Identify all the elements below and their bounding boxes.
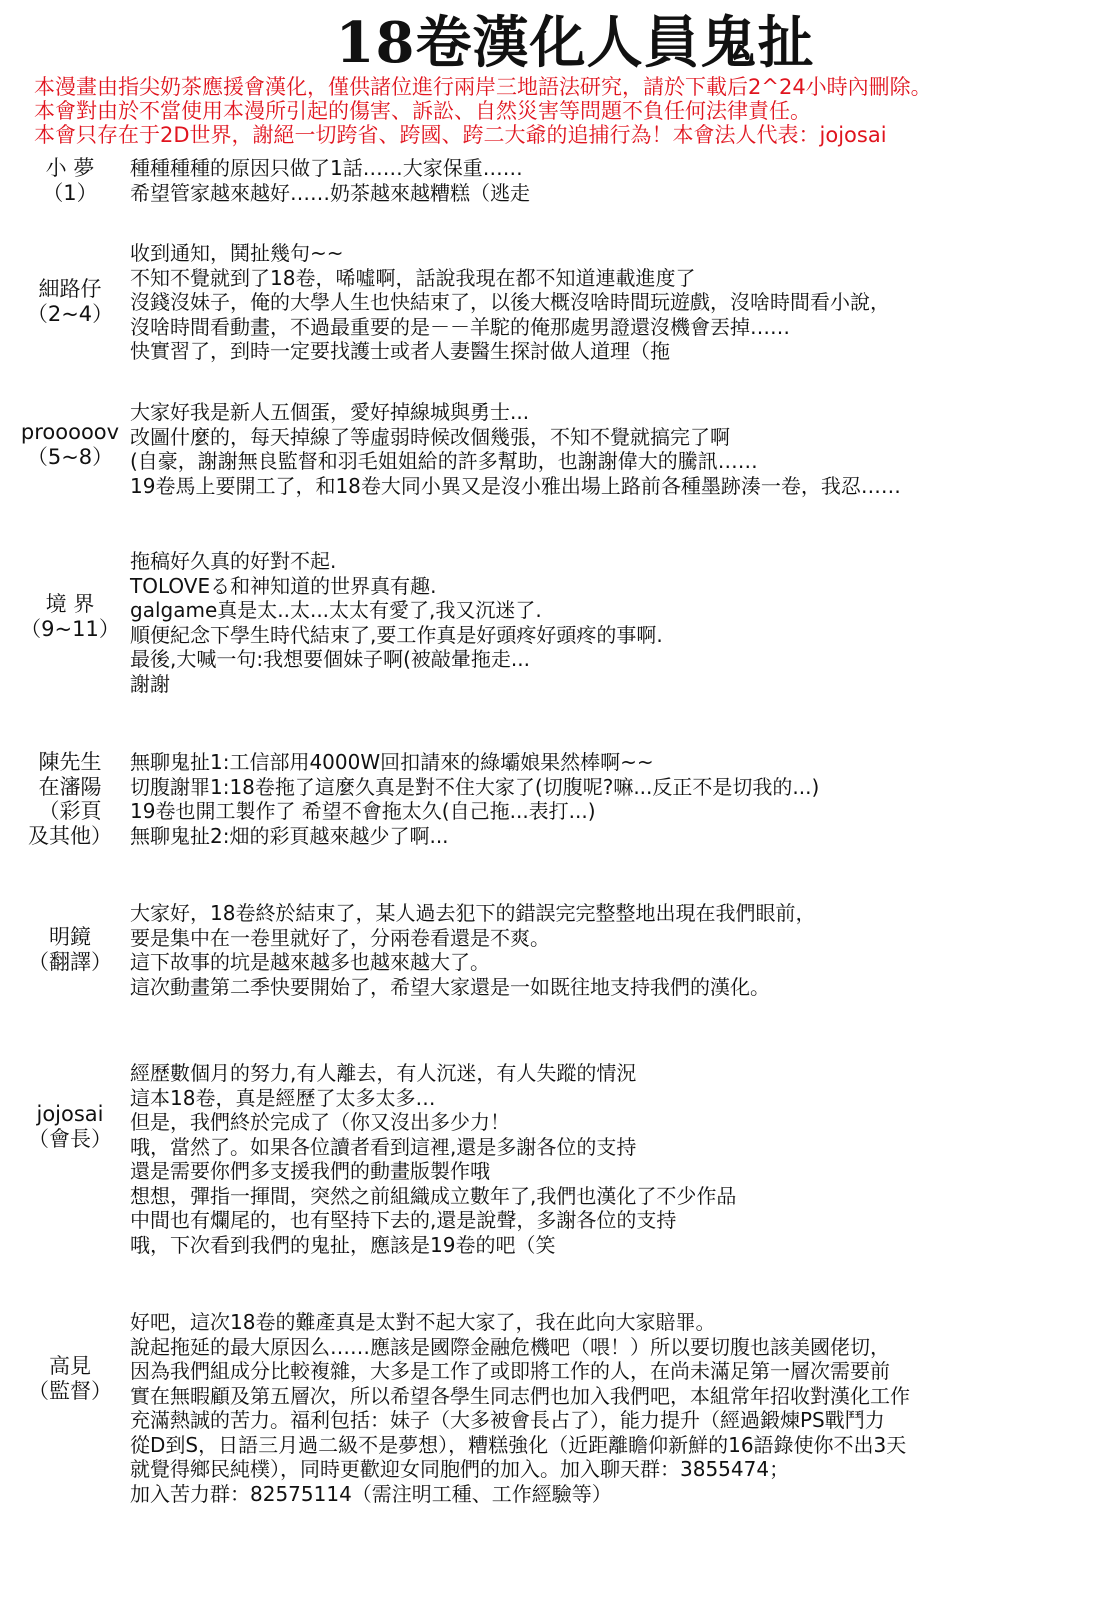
staff-comment	[130, 549, 663, 696]
comment-line: 這次動畫第二季快要開始了，希望大家還是一如既往地支持我們的漢化。	[130, 974, 770, 999]
staff-name-line: （9~11）	[20, 616, 120, 641]
staff-comment	[130, 241, 890, 364]
comment-line: 沒錢沒妹子，俺的大學人生也快結束了，以後大概沒啥時間玩遊戲，沒啥時間看小說，	[130, 290, 890, 314]
staff-name-line: （2~4）	[26, 301, 114, 326]
disclaimer-notice	[34, 75, 932, 147]
staff-name	[18, 420, 122, 469]
comment-line: 因為我們組成分比較複雜，大多是工作了或即將工作的人，在尚未滿足第一層次需要前	[130, 1359, 890, 1383]
comment-line: 改圖什麼的，每天掉線了等虛弱時候改個幾張，不知不覺就搞完了啊	[130, 424, 730, 449]
comment-line: 中間也有爛尾的，也有堅持下去的,還是說聲，多謝各位的支持	[130, 1208, 677, 1232]
staff-comment	[130, 1061, 736, 1257]
staff-name-line: （1）	[42, 180, 98, 205]
staff-name	[18, 277, 122, 326]
comment-line: (自豪，謝謝無良監督和羽毛姐姐給的許多幫助，也謝謝偉大的騰訊……	[130, 449, 758, 473]
staff-comment	[130, 400, 901, 498]
comment-line: 無聊鬼扯2:畑的彩頁越來越少了啊...	[130, 823, 449, 848]
notice-line: 本漫畫由指尖奶茶應援會漢化，僅供諸位進行兩岸三地語法研究，請於下載后2^24小時內刪除。	[34, 75, 932, 99]
comment-line: 這本18卷，真是經歷了太多太多…	[130, 1085, 436, 1110]
staff-name-line: （彩頁	[38, 799, 102, 823]
comment-line: 希望管家越來越好……奶茶越來越糟糕（逃走	[130, 180, 530, 205]
staff-comment	[130, 750, 819, 848]
comment-line: 順便紀念下學生時代結束了,要工作真是好頭疼好頭疼的事啊.	[130, 622, 663, 647]
comment-line: 加入苦力群：82575114（需注明工種、工作經驗等）	[130, 1481, 612, 1506]
comment-line: 經歷數個月的努力,有人離去，有人沉迷，有人失蹤的情況	[130, 1061, 637, 1085]
comment-line: 哦，下次看到我們的鬼扯，應該是19卷的吧（笑	[130, 1232, 556, 1257]
comment-line: 充滿熱誠的苦力。福利包括：妹子（大多被會長占了），能力提升（經過鍛煉PS戰鬥力	[130, 1408, 885, 1432]
comment-line: 19卷馬上要開工了，和18卷大同小異又是沒小雅出場上路前各種墨跡湊一卷，我忍……	[130, 473, 901, 498]
comment-line: 就覺得鄉民純樸），同時更歡迎女同胞們的加入。加入聊天群：3855474；	[130, 1457, 790, 1481]
comment-line: 種種種種的原因只做了1話……大家保重……	[130, 156, 523, 180]
comment-line: 謝謝	[130, 671, 170, 696]
staff-name-line: （監督）	[28, 1378, 112, 1403]
staff-name	[18, 925, 122, 974]
staff-name	[18, 1354, 122, 1403]
staff-comment	[130, 901, 815, 999]
comment-line: 哦，當然了。如果各位讀者看到這裡,還是多謝各位的支持	[130, 1134, 637, 1159]
page-title: 18卷漢化人員鬼扯	[335, 10, 815, 76]
comment-line: 這下故事的坑是越來越多也越來越大了。	[130, 950, 490, 974]
staff-name-line: （翻譯）	[28, 949, 112, 974]
comment-line: 但是，我們終於完成了（你又沒出多少力！	[130, 1110, 510, 1134]
comment-line: 從D到S，日語三月過二級不是夢想），糟糕強化（近距離瞻仰新鮮的16語錄使你不出3天	[130, 1432, 907, 1457]
comment-line: 快實習了，到時一定要找護士或者人妻醫生探討做人道理（拖	[130, 339, 670, 363]
staff-name	[18, 1102, 122, 1151]
staff-name-line: 高見	[49, 1354, 91, 1378]
staff-name-line: （5~8）	[26, 444, 114, 469]
notice-line: 本會對由於不當使用本漫所引起的傷害、訴訟、自然災害等問題不負任何法律責任。	[34, 99, 811, 123]
staff-name-line: 細路仔	[38, 277, 102, 301]
staff-name-line: jojosai	[36, 1102, 104, 1126]
comment-line: 最後,大喊一句:我想要個妹子啊(被敲暈拖走...	[130, 647, 530, 671]
comment-line: galgame真是太..太...太太有愛了,我又沉迷了.	[130, 598, 542, 622]
comment-line: 切腹謝罪1:18卷拖了這麼久真是對不住大家了(切腹呢?嘛...反正不是切我的...)	[130, 774, 820, 799]
comment-line: 大家好，18卷終於結束了，某人過去犯下的錯誤完完整整地出現在我們眼前，	[130, 901, 816, 925]
comment-line: 實在無暇顧及第五層次，所以希望各學生同志們也加入我們吧，本組常年招收對漢化工作	[130, 1383, 910, 1408]
staff-name-line: 及其他）	[28, 823, 112, 848]
comment-line: 要是集中在一卷里就好了，分兩卷看還是不爽。	[130, 925, 550, 950]
comment-line: 拖稿好久真的好對不起.	[130, 549, 337, 573]
comment-line: 說起拖延的最大原因么……應該是國際金融危機吧（喂！）所以要切腹也該美國佬切，	[130, 1334, 890, 1359]
comment-line: 沒啥時間看動畫，不過最重要的是－－羊駝的俺那處男證還沒機會丟掉……	[130, 314, 790, 339]
comment-line: 好吧，這次18卷的難產真是太對不起大家了，我在此向大家賠罪。	[130, 1310, 716, 1334]
staff-name-line: 在瀋陽	[38, 774, 102, 799]
staff-name	[18, 592, 122, 641]
staff-comment	[130, 156, 530, 205]
comment-line: 不知不覺就到了18卷，唏噓啊，話說我現在都不知道連載進度了	[130, 265, 696, 290]
notice-line: 本會只存在于2D世界，謝絕一切跨省、跨國、跨二大爺的追捕行為！本會法人代表：jojosai	[34, 123, 887, 147]
staff-name-line: 明鏡	[49, 925, 91, 949]
comment-line: 想想，彈指一揮間，突然之前組織成立數年了,我們也漢化了不少作品	[130, 1183, 737, 1208]
staff-name-line: （會長）	[28, 1126, 112, 1151]
comment-line: 19卷也開工製作了 希望不會拖太久(自己拖...表打...)	[130, 799, 596, 823]
comment-line: 收到通知，鬨扯幾句~~	[130, 241, 344, 265]
staff-name-line: 境 界	[45, 592, 95, 616]
comment-line: TOLOVEる和神知道的世界真有趣.	[130, 573, 437, 598]
comment-line: 還是需要你們多支援我們的動畫版製作哦	[130, 1159, 490, 1183]
comment-line: 無聊鬼扯1:工信部用4000W回扣請來的綠壩娘果然棒啊~~	[130, 750, 654, 774]
staff-comment	[130, 1310, 910, 1506]
staff-name-line: 小 夢	[45, 156, 95, 180]
staff-name	[18, 750, 122, 848]
staff-name-line: 陳先生	[38, 750, 102, 774]
staff-name-line: prooooov	[20, 420, 120, 444]
comment-line: 大家好我是新人五個蛋，愛好掉線城與勇士...	[130, 400, 530, 424]
staff-name	[18, 156, 122, 205]
